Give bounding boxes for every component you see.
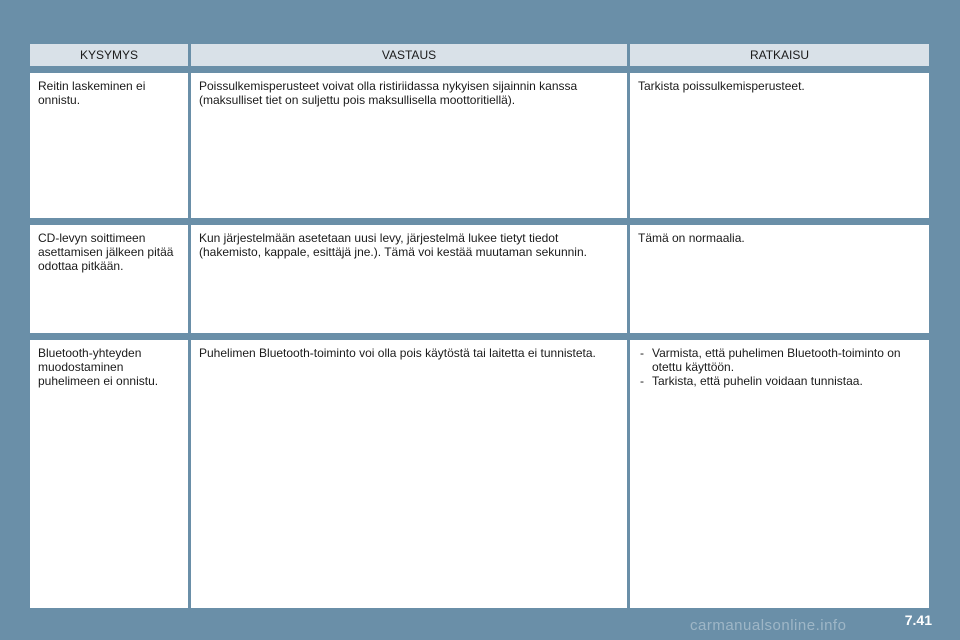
list-item: - Tarkista, että puhelin voidaan tunnistaa. [638, 374, 921, 388]
list-item: - Varmista, että puhelimen Bluetooth-toiminto on otettu käyttöön. [638, 346, 921, 374]
solution-cell [630, 340, 929, 608]
header-question: KYSYMYS [30, 44, 188, 66]
answer-cell: Kun järjestelmään asetetaan uusi levy, järjestelmä lukee tietyt tiedot (hakemisto, kappale, esittäjä jne.). Tämä voi kestää muutaman sekunnin. [191, 225, 627, 333]
question-cell: Reitin laskeminen ei onnistu. [30, 73, 188, 218]
table-row [30, 225, 929, 333]
solution-cell: Tämä on normaalia. [630, 225, 929, 333]
answer-cell: Puhelimen Bluetooth-toiminto voi olla pois käytöstä tai laitetta ei tunnisteta. [191, 340, 627, 608]
solution-list [638, 346, 921, 388]
solution-cell: Tarkista poissulkemisperusteet. [630, 73, 929, 218]
table-header-row [30, 44, 929, 66]
header-solution: RATKAISU [630, 44, 929, 66]
troubleshooting-table [30, 44, 929, 615]
page-number: 7.41 [904, 612, 932, 628]
watermark: carmanualsonline.info [690, 617, 847, 634]
answer-cell: Poissulkemisperusteet voivat olla ristiriidassa nykyisen sijainnin kanssa (maksulliset tiet on suljettu pois maksullisella moottoritiellä). [191, 73, 627, 218]
question-cell: CD-levyn soittimeen asettamisen jälkeen pitää odottaa pitkään. [30, 225, 188, 333]
header-answer: VASTAUS [191, 44, 627, 66]
question-cell: Bluetooth-yhteyden muodostaminen puhelimeen ei onnistu. [30, 340, 188, 608]
table-row [30, 340, 929, 608]
table-row [30, 73, 929, 218]
